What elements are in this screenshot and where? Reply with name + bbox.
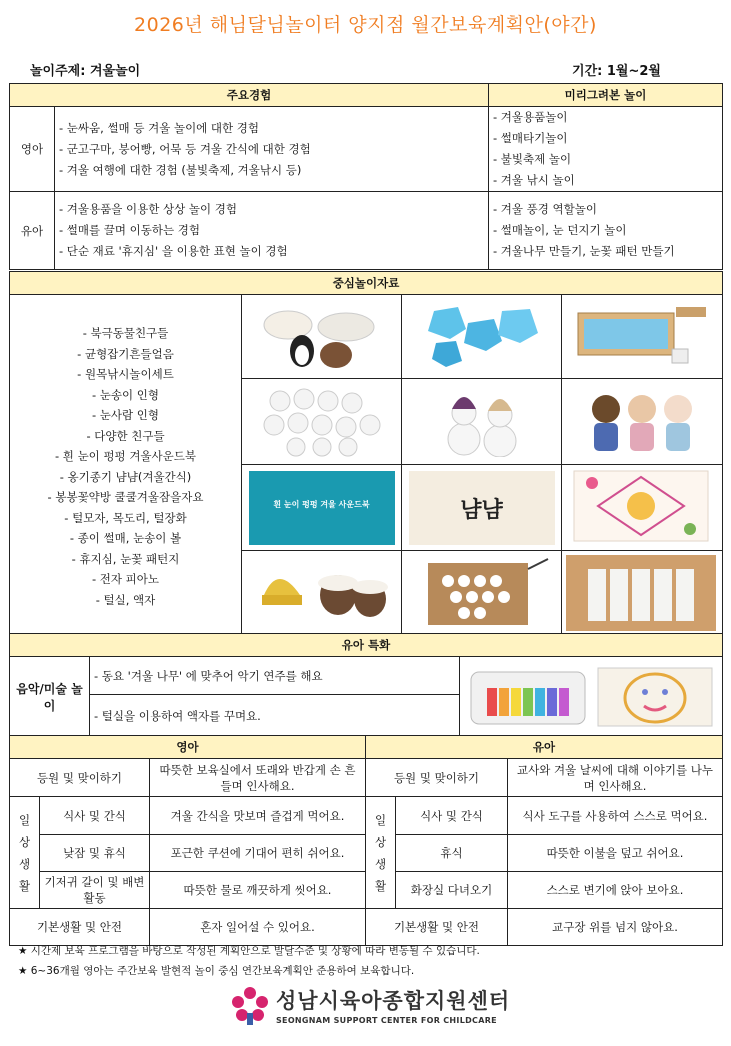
list-item: - 눈싸움, 썰매 등 겨울 놀이에 대한 경험 — [59, 120, 260, 135]
book-cover-title: 흰 눈이 펑펑 겨울 사운드북 — [273, 499, 370, 509]
list-item: - 겨울나무 만들기, 눈꽃 패턴 만들기 — [493, 244, 675, 258]
book-cover — [409, 471, 555, 545]
infant-play-list — [489, 107, 723, 192]
infant-diaper: 따뜻한 물로 깨끗하게 씻어요. — [150, 872, 366, 909]
meal-label: 식사 및 간식 — [396, 797, 508, 835]
yarn-frame-icon — [596, 666, 714, 728]
center-logo-name: 성남시육아종합지원센터 — [276, 989, 511, 1013]
special-category-label: 음악/미술 놀이 — [10, 657, 90, 737]
list-item: - 눈송이 인형 — [91, 387, 159, 402]
greeting-label: 등원 및 맞이하기 — [366, 759, 508, 797]
experience-table — [9, 83, 723, 270]
fishing-set-photo — [562, 295, 723, 379]
book-cover — [249, 471, 395, 545]
special-item: - 털실을 이용하여 액자를 꾸며요. — [90, 695, 460, 737]
infant-row-label: 영아 — [10, 107, 55, 192]
page-title: 2026년 해님달님놀이터 양지점 월간보육계획안(야간) — [134, 14, 597, 36]
list-item: - 옹기종기 냠냠(겨울간식) — [59, 469, 192, 484]
snowman-dolls-icon — [406, 383, 556, 457]
infant-meal: 겨울 간식을 맛보며 즐겁게 먹어요. — [150, 797, 366, 835]
infant-greeting: 따뜻한 보육실에서 또래와 반갑게 손 흔들며 인사해요. — [150, 759, 366, 797]
infant-nap: 포근한 쿠션에 기대어 편히 쉬어요. — [150, 835, 366, 872]
plan-period: 기간: 1월~2월 — [572, 64, 661, 79]
list-item: - 겨울용품을 이용한 상상 놀이 경험 — [59, 202, 237, 216]
winter-snack-book-photo — [402, 465, 562, 551]
list-item: - 전자 피아노 — [91, 572, 159, 586]
list-item: - 단순 재료 '휴지심' 을 이용한 표현 놀이 경험 — [59, 244, 288, 258]
list-item: - 흰 눈이 펑펑 겨울사운드북 — [55, 449, 196, 463]
snowman-dolls-photo — [402, 379, 562, 465]
infant-daily-header: 영아 — [10, 736, 366, 759]
balance-ice-photo — [402, 295, 562, 379]
daily-table — [9, 735, 723, 946]
rest-label: 휴식 — [396, 835, 508, 872]
daily-life-label: 일상생활 — [366, 797, 396, 909]
toddler-meal: 식사 도구를 사용하여 스스로 먹어요. — [508, 797, 723, 835]
list-item: - 겨울용품놀이 — [493, 110, 568, 124]
list-item: - 썰매를 끌며 이동하는 경험 — [59, 223, 200, 237]
paper-sled-icon — [406, 555, 556, 631]
special-header: 유아 특화 — [10, 634, 723, 657]
list-item: - 털모자, 목도리, 털장화 — [64, 510, 187, 525]
safety-label: 기본생활 및 안전 — [10, 909, 150, 946]
materials-table — [9, 271, 723, 639]
special-table — [9, 633, 723, 737]
paper-roll-icon — [566, 555, 716, 631]
list-item: - 균형잡기흔들얼음 — [77, 346, 174, 361]
list-item: - 다양한 친구들 — [86, 428, 165, 443]
greeting-label: 등원 및 맞이하기 — [10, 759, 150, 797]
list-item: - 털실, 액자 — [95, 592, 156, 607]
ice-blocks-icon — [406, 299, 556, 371]
nap-label: 낮잠 및 휴식 — [40, 835, 150, 872]
center-logo — [228, 985, 510, 1025]
safety-label: 기본생활 및 안전 — [366, 909, 508, 946]
winter-sound-book-photo — [242, 465, 402, 551]
footnote: ★ 6~36개월 영아는 주간보육 발현적 놀이 중심 연간보육계획안 준용하여 보육합니다. — [18, 965, 415, 977]
main-experience-header: 주요경험 — [10, 84, 489, 107]
list-item: - 종이 썰매, 눈송이 볼 — [69, 531, 182, 545]
winter-clothes-icon — [246, 555, 396, 631]
toilet-label: 화장실 다녀오기 — [396, 872, 508, 909]
toddler-daily-header: 유아 — [366, 736, 723, 759]
winter-sleep-book-photo — [562, 465, 723, 551]
electronic-piano-icon — [469, 666, 587, 728]
materials-list — [10, 295, 242, 639]
toilet-paper-rolls-photo — [562, 551, 723, 639]
toddler-row-label: 유아 — [10, 192, 55, 270]
toddler-greeting: 교사와 겨울 날씨에 대해 이야기를 나누며 인사해요. — [508, 759, 723, 797]
footnote: ★ 시간제 보육 프로그램을 바탕으로 작성된 계획안으로 발달수준 및 상황에 따라 변동될 수 있습니다. — [18, 945, 480, 957]
list-item: - 휴지심, 눈꽃 패턴지 — [71, 551, 180, 566]
snowball-dolls-photo — [242, 379, 402, 465]
special-photos — [460, 657, 723, 737]
book-cover-title: 냠냠 — [460, 497, 503, 523]
list-item: - 썰매타기놀이 — [493, 131, 568, 145]
toddler-experience-list — [55, 192, 489, 270]
list-item: - 눈사람 인형 — [91, 408, 159, 422]
toddler-toilet: 스스로 변기에 앉아 보아요. — [508, 872, 723, 909]
polar-animals-photo — [242, 295, 402, 379]
center-logo-subtitle: SEONGNAM SUPPORT CENTER FOR CHILDCARE — [276, 1016, 497, 1025]
list-item: - 원목낚시놀이세트 — [77, 367, 174, 381]
special-item: - 동요 '겨울 나무' 에 맞추어 악기 연주를 해요 — [90, 657, 460, 695]
list-item: - 겨울 풍경 역할놀이 — [493, 202, 597, 216]
list-item: - 겨울 낚시 놀이 — [493, 173, 575, 187]
flower-book-icon — [566, 469, 716, 543]
infant-safety: 혼자 일어설 수 있어요. — [150, 909, 366, 946]
list-item: - 봉봉꽃약방 쿨쿨겨울잠을자요 — [47, 490, 204, 504]
snowball-dolls-icon — [246, 383, 396, 457]
fishing-set-icon — [566, 299, 716, 371]
toddler-rest: 따뜻한 이불을 덮고 쉬어요. — [508, 835, 723, 872]
daily-life-label: 일상생활 — [10, 797, 40, 909]
list-item: - 군고구마, 붕어빵, 어묵 등 겨울 간식에 대한 경험 — [59, 141, 311, 156]
winter-clothes-photo — [242, 551, 402, 639]
friend-dolls-icon — [566, 383, 716, 457]
various-friends-photo — [562, 379, 723, 465]
list-item: - 불빛축제 놀이 — [493, 152, 572, 166]
list-item: - 썰매놀이, 눈 던지기 놀이 — [493, 223, 627, 237]
meal-label: 식사 및 간식 — [40, 797, 150, 835]
play-theme: 놀이주제: 겨울놀이 — [30, 64, 141, 79]
diaper-label: 기저귀 갈이 및 배변 활동 — [40, 872, 150, 909]
planned-play-header: 미리그려본 놀이 — [489, 84, 723, 107]
toddler-safety: 교구장 위를 넘지 않아요. — [508, 909, 723, 946]
paper-sled-photo — [402, 551, 562, 639]
toddler-play-list — [489, 192, 723, 270]
list-item: - 북극동물친구들 — [82, 326, 169, 340]
list-item: - 겨울 여행에 대한 경험 (불빛축제, 겨울낚시 등) — [59, 162, 302, 177]
infant-experience-list — [55, 107, 489, 192]
polar-animals-icon — [246, 299, 396, 371]
materials-header: 중심놀이자료 — [10, 272, 723, 295]
center-logo-icon — [228, 985, 272, 1025]
